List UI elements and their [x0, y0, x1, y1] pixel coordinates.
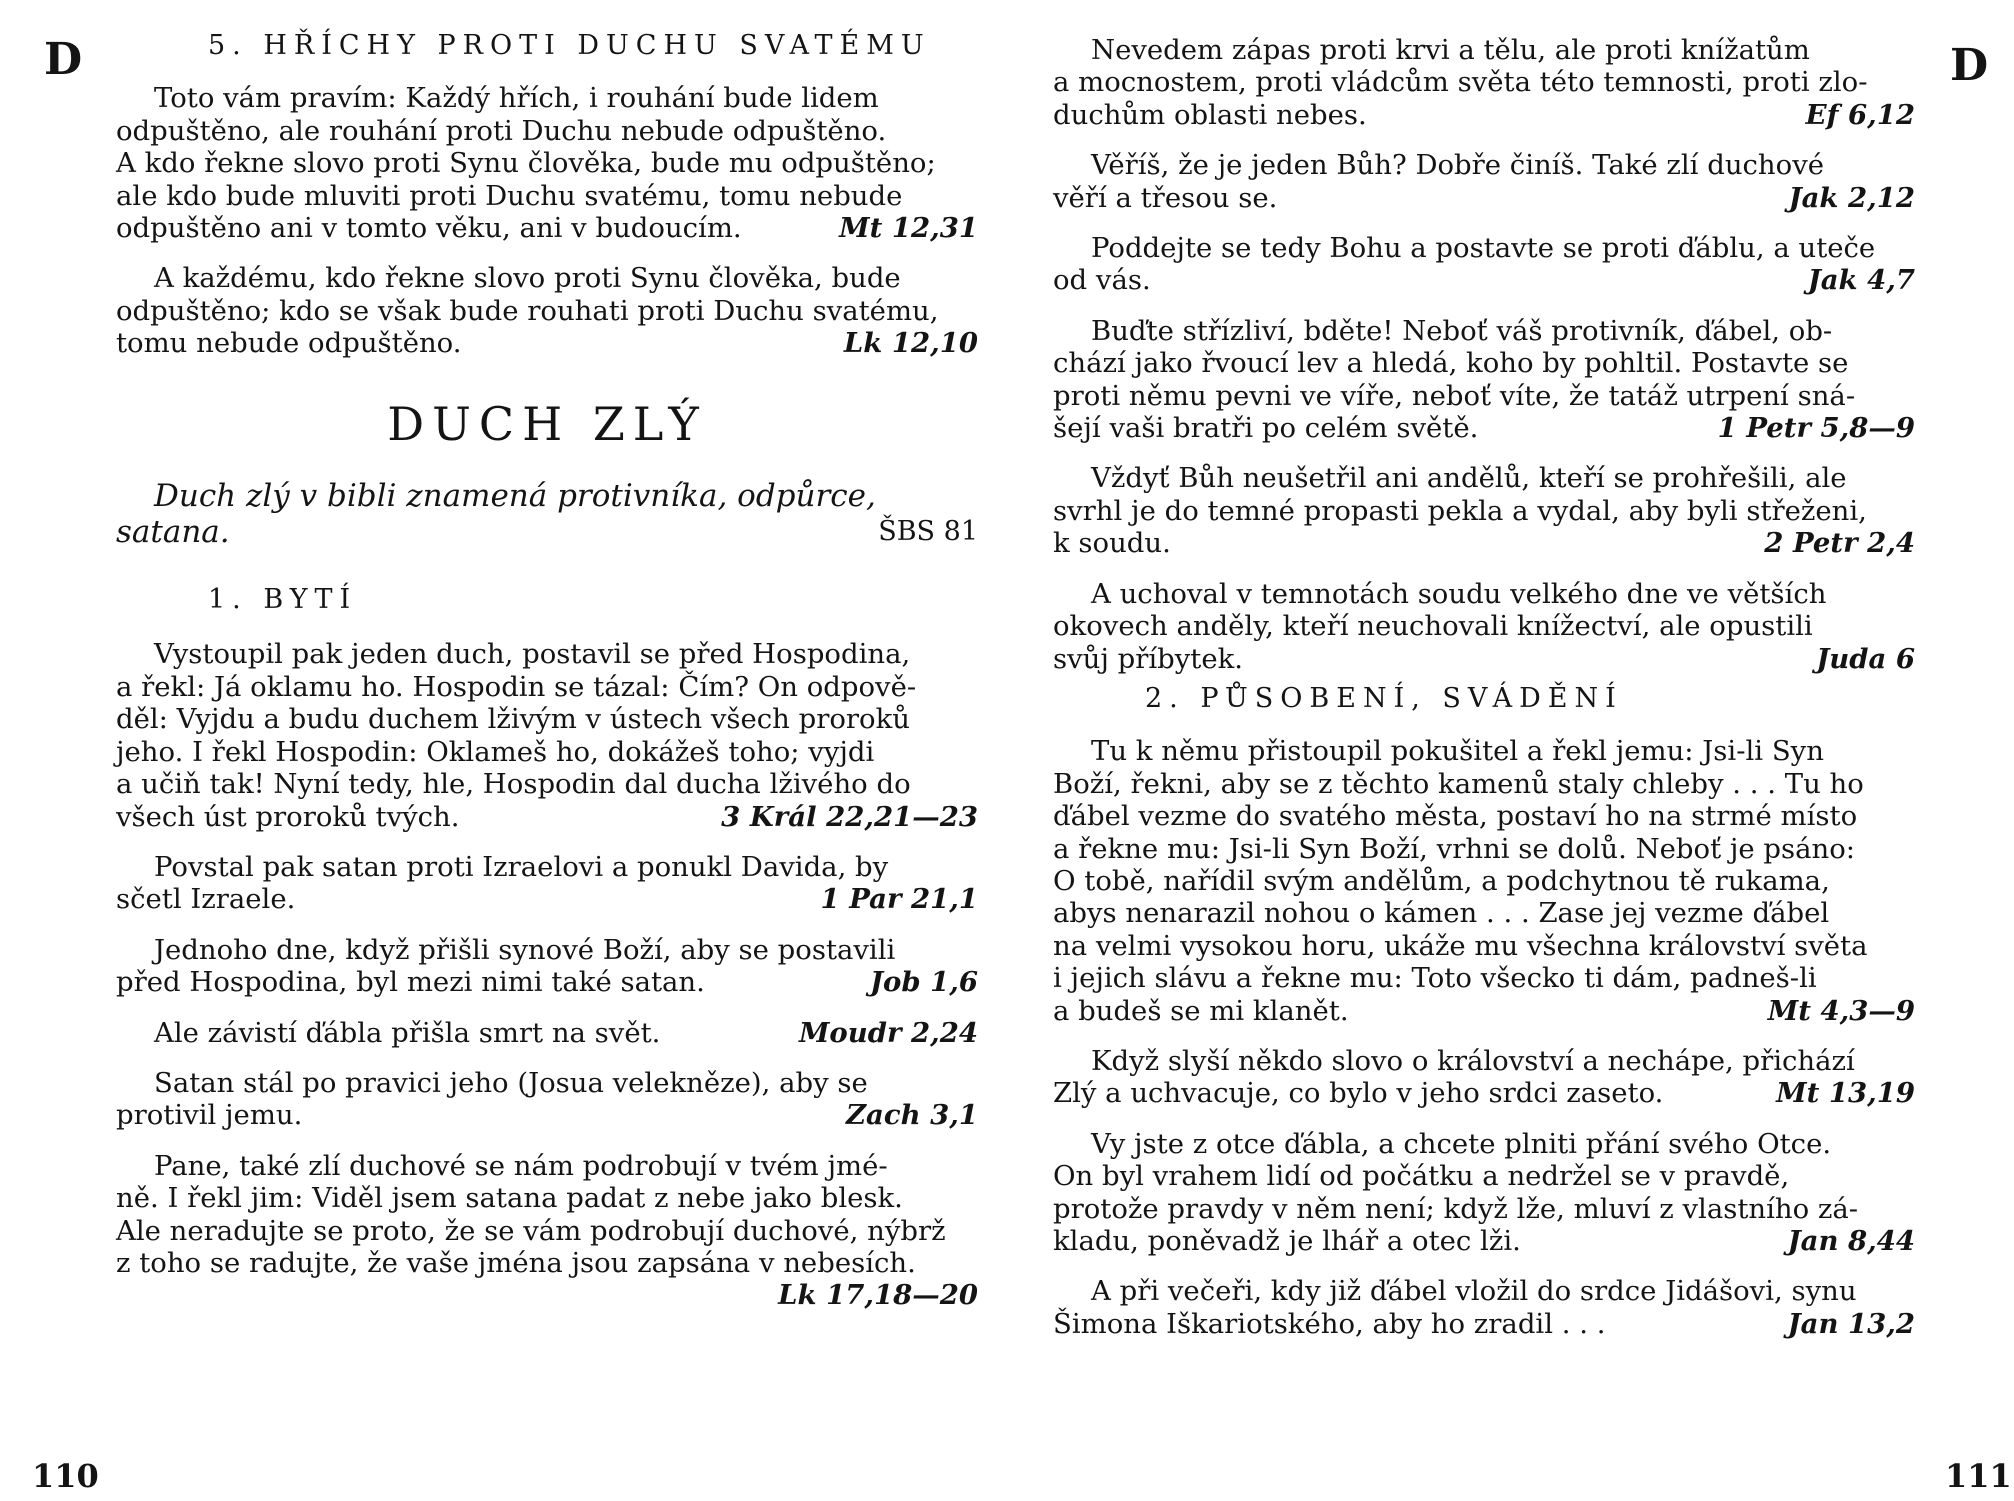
- scripture-reference: Jan 13,2: [1787, 1307, 1915, 1340]
- verse-line: Zlý a uchvacuje, co bylo v jeho srdci zaseto.: [1053, 1077, 1664, 1110]
- verse-line: ale kdo bude mluviti proti Duchu svatému, tomu nebude: [116, 179, 903, 212]
- verse: [1053, 34, 1915, 131]
- verse-line: A kdo řekne slovo proti Synu člověka, bude mu odpuštěno;: [116, 147, 936, 180]
- verse-line: všech úst proroků tvých.: [116, 800, 460, 833]
- verse-line: odpuštěno; kdo se však bude rouhati proti Duchu svatému,: [116, 294, 939, 327]
- verse-line: A při večeři, kdy již ďábel vložil do srdce Jidášovi, synu: [1091, 1275, 1857, 1308]
- scripture-reference: 1 Par 21,1: [820, 883, 978, 916]
- verse: [116, 1067, 978, 1132]
- verse: [1053, 1128, 1915, 1258]
- thumb-index-letter: D: [44, 34, 83, 85]
- verse: [1053, 315, 1915, 445]
- verse-line: odpuštěno, ale rouhání proti Duchu nebude odpuštěno.: [116, 114, 887, 147]
- verse-line: z toho se radujte, že vaše jména jsou zapsána v nebesích.: [116, 1246, 916, 1279]
- scripture-reference: 2 Petr 2,4: [1764, 527, 1915, 560]
- verse-line: Buďte střízliví, bděte! Neboť váš protivník, ďábel, ob-: [1091, 314, 1833, 347]
- verse-line: Věříš, že je jeden Bůh? Dobře činíš. Také zlí duchové: [1091, 149, 1825, 182]
- scripture-reference: Mt 12,31: [839, 212, 978, 245]
- verse-line: okovech anděly, kteří neuchovali knížectví, ale opustili: [1053, 610, 1813, 643]
- verse-line: děl: Vyjdu a budu duchem lživým v ústech všech proroků: [116, 703, 910, 736]
- verse: [1053, 232, 1915, 297]
- verse-line: a budeš se mi klanět.: [1053, 994, 1349, 1027]
- verse-line: k soudu.: [1053, 527, 1171, 560]
- verse-line: duchům oblasti nebes.: [1053, 98, 1367, 131]
- right-page: [1007, 0, 2014, 1501]
- scripture-reference: Jan 8,44: [1787, 1225, 1915, 1257]
- scripture-reference: Mt 4,3—9: [1767, 994, 1915, 1027]
- verse-line: Vždyť Bůh neušetřil ani andělů, kteří se prohřešili, ale: [1091, 462, 1847, 495]
- verse-line: a řekl: Já oklamu ho. Hospodin se tázal: Čím? On odpově-: [116, 670, 917, 703]
- verse-line: Tu k němu přistoupil pokušitel a řekl jemu: Jsi-li Syn: [1091, 735, 1824, 768]
- verse-line: chází jako řvoucí lev a hledá, koho by pohltil. Postavte se: [1053, 347, 1849, 380]
- section-heading-byti: 1. BYTÍ: [208, 584, 358, 616]
- verse: [1053, 578, 1915, 675]
- verse-line: Satan stál po pravici jeho (Josua velekněze), aby se: [154, 1066, 868, 1099]
- verse-line: věří a třesou se.: [1053, 181, 1278, 214]
- verse-line: abys nenarazil nohou o kámen . . . Zase jej vezme ďábel: [1053, 897, 1830, 930]
- verse: [1053, 149, 1915, 214]
- verse-line: O tobě, nařídil svým andělům, a podchytnou tě rukama,: [1053, 864, 1830, 897]
- verse: [116, 82, 978, 244]
- verse-line: od vás.: [1053, 264, 1151, 297]
- verse-line: odpuštěno ani v tomto věku, ani v budoucím.: [116, 212, 742, 245]
- verse-line: Šimona Iškariotského, aby ho zradil . . .: [1053, 1307, 1606, 1340]
- scripture-reference: Lk 17,18—20: [778, 1279, 978, 1312]
- scripture-reference: Moudr 2,24: [798, 1016, 978, 1049]
- verse-line: Nevedem zápas proti krvi a tělu, ale proti knížatům: [1091, 34, 1810, 66]
- verse: [116, 638, 978, 832]
- verse: [116, 851, 978, 916]
- verse: [116, 1017, 978, 1049]
- verse: [116, 934, 978, 999]
- page-number: 110: [32, 1457, 99, 1495]
- verse-line: Když slyší někdo slovo o království a nechápe, přichází: [1091, 1044, 1855, 1077]
- verse-line: Ale neradujte se proto, že se vám podrobují duchové, nýbrž: [116, 1214, 946, 1247]
- verse-line: Pane, také zlí duchové se nám podrobují v tvém jmé-: [154, 1149, 888, 1182]
- verse-line: Povstal pak satan proti Izraelovi a ponukl Davida, by: [154, 850, 889, 883]
- verse: [116, 1150, 978, 1312]
- verse: [1053, 1275, 1915, 1340]
- verses-hrichy: [116, 82, 978, 359]
- verse-line: Vystoupil pak jeden duch, postavil se před Hospodina,: [154, 638, 911, 671]
- verses-pusobeni: [1053, 735, 1915, 1340]
- verses-top: [1053, 34, 1915, 675]
- verse-line: kladu, poněvadž je lhář a otec lži.: [1053, 1225, 1521, 1257]
- main-title: DUCH ZLÝ: [387, 396, 707, 451]
- scripture-reference: Zach 3,1: [845, 1099, 978, 1132]
- verse-line: A každému, kdo řekne slovo proti Synu člověka, bude: [154, 262, 901, 295]
- verse-line: a mocnostem, proti vládcům světa této temnosti, proti zlo-: [1053, 66, 1868, 99]
- definition-line: Duch zlý v bibli znamená protivníka, odpůrce,: [154, 478, 876, 515]
- scripture-reference: Jak 4,7: [1807, 264, 1915, 297]
- verse-line: jeho. I řekl Hospodin: Oklameš ho, dokážeš toho; vyjdi: [116, 735, 875, 768]
- page-number: 111: [1945, 1457, 2012, 1495]
- verse-line: i jejich slávu a řekne mu: Toto všecko ti dám, padneš-li: [1053, 962, 1817, 995]
- verse-line: protivil jemu.: [116, 1099, 303, 1132]
- scripture-reference: Lk 12,10: [843, 327, 978, 360]
- verse: [1053, 735, 1915, 1027]
- definition-line: satana.: [116, 514, 230, 551]
- definition: [116, 478, 978, 550]
- verse: [1053, 1045, 1915, 1110]
- verse-line: ně. I řekl jim: Viděl jsem satana padat z nebe jako blesk.: [116, 1182, 903, 1215]
- verse-line: proti němu pevni ve víře, neboť víte, že tatáž utrpení sná-: [1053, 379, 1856, 412]
- verse-line: šejí vaši bratři po celém světě.: [1053, 412, 1479, 445]
- verses-byti: [116, 638, 978, 1311]
- scripture-reference: Mt 13,19: [1776, 1077, 1915, 1110]
- verse-line: a učiň tak! Nyní tedy, hle, Hospodin dal ducha lživého do: [116, 768, 911, 801]
- verse-line: tomu nebude odpuštěno.: [116, 327, 462, 360]
- verse-line: ďábel vezme do svatého města, postaví ho na strmé místo: [1053, 800, 1858, 833]
- verse-line: Jednoho dne, když přišli synové Boží, aby se postavili: [154, 933, 896, 966]
- verse-line: A uchoval v temnotách soudu velkého dne ve větších: [1091, 577, 1827, 610]
- scripture-reference: Job 1,6: [870, 966, 978, 999]
- verse-line: svrhl je do temné propasti pekla a vydal, aby byli střeženi,: [1053, 494, 1867, 527]
- section-heading-pusobeni: 2. PŮSOBENÍ, SVÁDĚNÍ: [1145, 682, 1623, 714]
- verse-line: On byl vrahem lidí od počátku a nedržel se v pravdě,: [1053, 1160, 1790, 1193]
- verse-line: Toto vám pravím: Každý hřích, i rouhání bude lidem: [154, 82, 879, 115]
- scripture-reference: Juda 6: [1816, 642, 1915, 675]
- verse: [1053, 462, 1915, 559]
- scripture-reference: 1 Petr 5,8—9: [1717, 412, 1915, 445]
- verse-line: protože pravdy v něm není; když lže, mluví z vlastního zá-: [1053, 1192, 1859, 1225]
- verse: [116, 262, 978, 359]
- right-column: [1053, 0, 1915, 1340]
- scripture-reference: 3 Král 22,21—23: [721, 800, 978, 833]
- scripture-reference: Jak 2,12: [1788, 181, 1915, 214]
- section-heading-hrichy: 5. HŘÍCHY PROTI DUCHU SVATÉMU: [208, 30, 931, 61]
- verse-line: Ale závistí ďábla přišla smrt na svět.: [154, 1016, 661, 1049]
- scripture-reference: Ef 6,12: [1805, 98, 1915, 131]
- verse-line: Poddejte se tedy Bohu a postavte se proti ďáblu, a uteče: [1091, 232, 1876, 265]
- left-column: [116, 0, 978, 1312]
- thumb-index-letter: D: [1950, 40, 1989, 91]
- definition-source: ŠBS 81: [878, 516, 978, 548]
- verse-line: svůj příbytek.: [1053, 642, 1244, 675]
- verse-line: na velmi vysokou horu, ukáže mu všechna království světa: [1053, 929, 1868, 962]
- verse-line: Boží, řekni, aby se z těchto kamenů staly chleby . . . Tu ho: [1053, 767, 1864, 800]
- verse-line: sčetl Izraele.: [116, 883, 296, 916]
- verse-line: před Hospodina, byl mezi nimi také satan.: [116, 966, 705, 999]
- verse-line: a řekne mu: Jsi-li Syn Boží, vrhni se dolů. Neboť je psáno:: [1053, 832, 1856, 865]
- verse-line: Vy jste z otce ďábla, a chcete plniti přání svého Otce.: [1091, 1127, 1832, 1160]
